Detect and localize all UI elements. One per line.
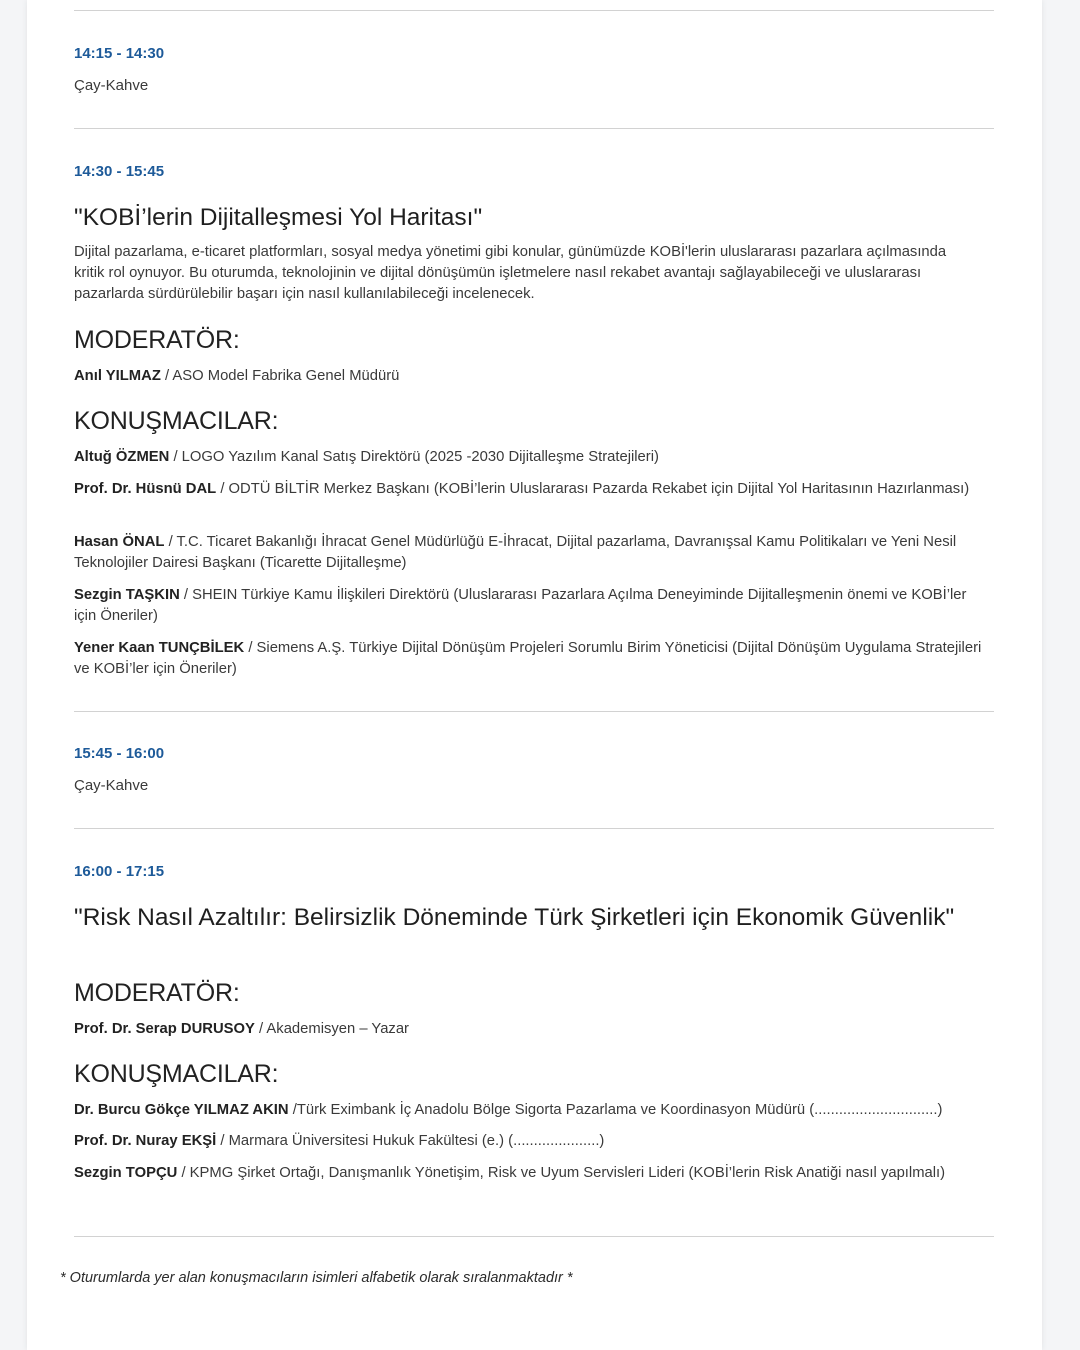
speaker-role: / T.C. Ticaret Bakanlığı İhracat Genel Müdürlüğü E-İhracat, Dijital pazarlama, Davranışsal Kamu Politikaları ve Yeni Nesil Teknolojiler Dairesi Başkanı (Ticarette Dijitalleşme) (74, 534, 957, 571)
moderator-name: Anıl YILMAZ (74, 368, 161, 384)
program-card (27, 0, 1042, 1350)
session-title: "KOBİ’lerin Dijitalleşmesi Yol Haritası" (74, 204, 483, 231)
divider (74, 10, 994, 11)
session-time: 14:30 - 15:45 (74, 163, 165, 180)
speaker-entry (74, 585, 989, 627)
speaker-entry (74, 447, 989, 468)
speaker-role: / Siemens A.Ş. Türkiye Dijital Dönüşüm Projeleri Sorumlu Birim Yöneticisi (Dijital Dönüşüm Uygulama Stratejileri ve KOBİ’ler için Öneriler) (74, 640, 982, 677)
speaker-entry (74, 479, 989, 500)
moderator-heading: MODERATÖR: (74, 326, 240, 354)
speaker-name: Prof. Dr. Hüsnü DAL (74, 481, 217, 497)
speaker-name: Dr. Burcu Gökçe YILMAZ AKIN (74, 1102, 289, 1118)
speaker-entry (74, 532, 989, 574)
speaker-entry (74, 638, 989, 680)
session-title: "Risk Nasıl Azaltılır: Belirsizlik Döneminde Türk Şirketleri için Ekonomik Güvenlik" (74, 904, 955, 931)
speaker-entry (74, 1131, 989, 1152)
speaker-role: / ODTÜ BİLTİR Merkez Başkanı (KOBİ’lerin Uluslararası Pazarda Rekabet için Dijital Yol Haritasının Hazırlanması) (216, 481, 970, 497)
speaker-role: / KPMG Şirket Ortağı, Danışmanlık Yönetişim, Risk ve Uyum Servisleri Lideri (KOBİ’lerin Risk Anatiği nasıl yapılmalı) (177, 1165, 946, 1181)
divider (74, 128, 994, 129)
speaker-entry (74, 1100, 989, 1121)
moderator-entry (74, 366, 989, 387)
break-label: Çay-Kahve (74, 77, 149, 94)
moderator-entry (74, 1019, 989, 1040)
divider (74, 711, 994, 712)
moderator-heading: MODERATÖR: (74, 979, 240, 1007)
moderator-name: Prof. Dr. Serap DURUSOY (74, 1021, 255, 1037)
speaker-name: Sezgin TOPÇU (74, 1165, 178, 1181)
divider (74, 828, 994, 829)
speakers-heading: KONUŞMACILAR: (74, 1060, 279, 1088)
session-time: 16:00 - 17:15 (74, 863, 165, 880)
speaker-entry (74, 1163, 989, 1184)
session-time: 14:15 - 14:30 (74, 45, 165, 62)
moderator-role: / Akademisyen – Yazar (254, 1021, 409, 1037)
speaker-name: Yener Kaan TUNÇBİLEK (74, 640, 245, 656)
speaker-name: Altuğ ÖZMEN (74, 449, 170, 465)
break-label: Çay-Kahve (74, 777, 149, 794)
speaker-role: / LOGO Yazılım Kanal Satış Direktörü (2025 -2030 Dijitalleşme Stratejileri) (169, 449, 659, 465)
footnote: * Oturumlarda yer alan konuşmacıların isimleri alfabetik olarak sıralanmaktadır * (60, 1270, 573, 1286)
moderator-role: / ASO Model Fabrika Genel Müdürü (160, 368, 400, 384)
speaker-name: Hasan ÖNAL (74, 534, 165, 550)
divider (74, 1236, 994, 1237)
speaker-name: Sezgin TAŞKIN (74, 587, 180, 603)
speaker-role: / SHEIN Türkiye Kamu İlişkileri Direktörü (Uluslararası Pazarlara Açılma Deneyiminde Dijitalleşmenin önemi ve KOBİ’ler için Öneriler) (74, 587, 967, 624)
session-time: 15:45 - 16:00 (74, 745, 165, 762)
speaker-name: Prof. Dr. Nuray EKŞİ (74, 1133, 217, 1149)
speaker-role: / Marmara Üniversitesi Hukuk Fakültesi (e.) (.....................) (216, 1133, 605, 1149)
session-description: Dijital pazarlama, e-ticaret platformları, sosyal medya yönetimi gibi konular, günümüzde KOBİ'lerin uluslararası pazarlara açılmasında kritik rol oynuyor. Bu oturumda, teknolojinin ve dijital dönüşümün işletmelere nasıl rekabet avantajı sağlayabileceği ve uluslararası pazarlarda sürdürülebilir başarı için nasıl kullanılabileceği incelenecek. (74, 244, 947, 302)
speaker-role: /Türk Eximbank İç Anadolu Bölge Sigorta Pazarlama ve Koordinasyon Müdürü (..............................) (288, 1102, 943, 1118)
speakers-heading: KONUŞMACILAR: (74, 407, 279, 435)
